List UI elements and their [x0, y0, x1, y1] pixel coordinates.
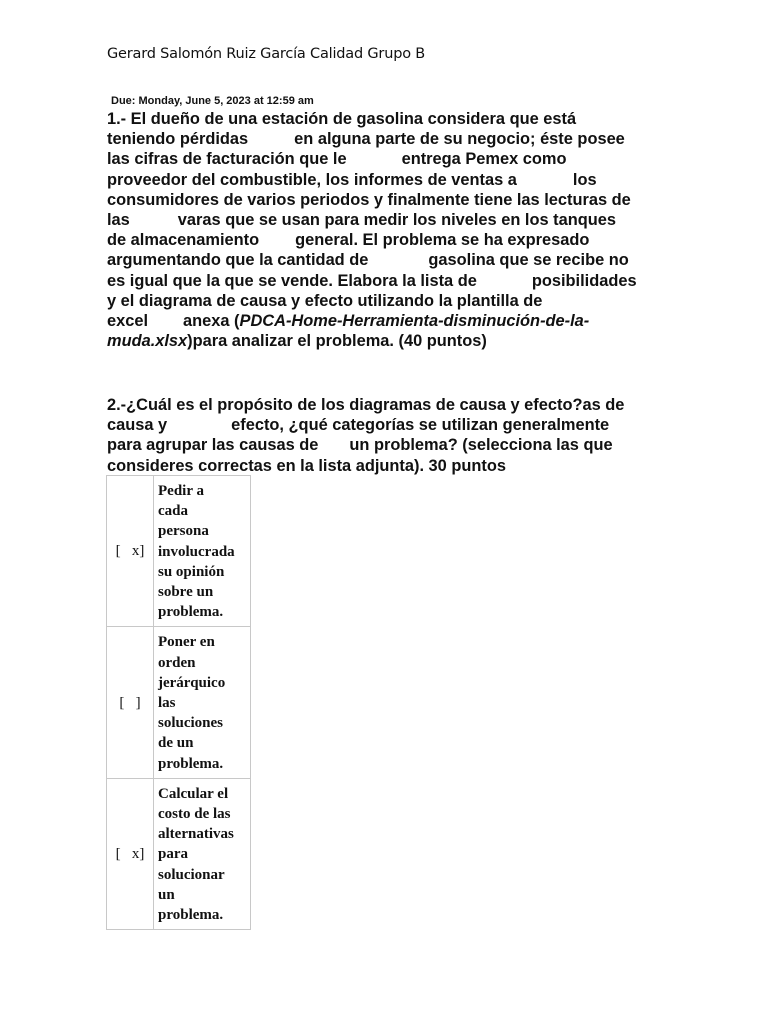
options-table — [106, 475, 251, 930]
question-1-line: las varas que se usan para medir los niveles en los tanques — [107, 211, 616, 230]
question-1-line: excel anexa (PDCA-Home-Herramienta-disminución-de-la- — [107, 312, 590, 331]
option-checkbox[interactable]: [ x] — [107, 476, 154, 627]
question-1-line: proveedor del combustible, los informes de ventas a los — [107, 170, 597, 189]
option-text: Calcular el costo de las alternativas para solucionar un problema. — [154, 778, 251, 929]
option-text: Poner en orden jerárquico las soluciones de un problema. — [154, 627, 251, 778]
question-1-line: 1.- El dueño de una estación de gasolina considera que está — [107, 110, 577, 128]
question-2-line: causa y efecto, ¿qué categorías se utilizan generalmente — [107, 416, 610, 435]
question-1-line: consumidores de varios periodos y finalmente tiene las lecturas de — [107, 190, 631, 209]
option-row — [107, 476, 251, 627]
question-1-line: teniendo pérdidas en alguna parte de su negocio; éste posee — [107, 130, 625, 149]
question-2 — [107, 395, 624, 476]
question-2-line: consideres correctas en la lista adjunta). 30 puntos — [107, 456, 506, 475]
question-1-line: y el diagrama de causa y efecto utilizando la plantilla de — [107, 291, 543, 310]
option-checkbox[interactable]: [ ] — [107, 627, 154, 778]
question-1-line: las cifras de facturación que le entrega Pemex como — [107, 150, 567, 169]
due-date: Due: Monday, June 5, 2023 at 12:59 am — [111, 95, 314, 107]
question-2-line: para agrupar las causas de un problema? (selecciona las que — [107, 436, 613, 455]
question-1-line: argumentando que la cantidad de gasolina que se recibe no — [107, 251, 629, 270]
file-name: PDCA-Home-Herramienta-disminución-de-la- — [239, 312, 590, 331]
file-name: muda.xlsx — [107, 332, 188, 351]
question-1-line: es igual que la que se vende. Elabora la lista de posibilidades — [107, 271, 637, 290]
option-text: Pedir a cada persona involucrada su opinión sobre un problema. — [154, 476, 251, 627]
question-2-line: 2.-¿Cuál es el propósito de los diagramas de causa y efecto?as de — [107, 396, 625, 414]
option-checkbox[interactable]: [ x] — [107, 778, 154, 929]
question-1-line: de almacenamiento general. El problema se ha expresado — [107, 231, 590, 250]
document-header: Gerard Salomón Ruiz García Calidad Grupo B — [107, 46, 426, 62]
question-1 — [107, 109, 637, 351]
option-row — [107, 627, 251, 778]
question-1-line: muda.xlsx)para analizar el problema. (40 puntos) — [107, 332, 487, 351]
option-row — [107, 778, 251, 929]
